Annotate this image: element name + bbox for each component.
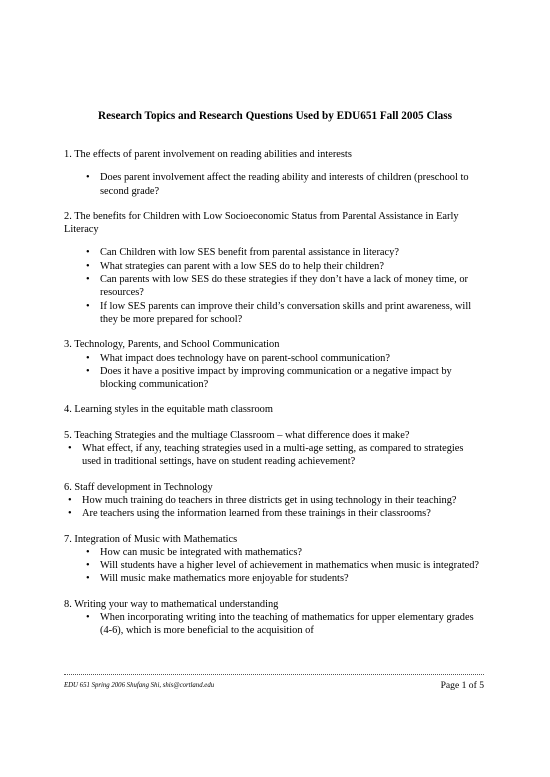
document-body <box>64 148 484 638</box>
section-6 <box>64 481 484 521</box>
question-item: • What effect, if any, teaching strategies used in a multi-age setting, as compared to strategies used in traditional settings, have on student reading achievement? <box>64 442 484 469</box>
section-heading: 8. Writing your way to mathematical understanding <box>64 598 279 610</box>
page-number: Page 1 of 5 <box>440 680 484 691</box>
question-item: • What impact does technology have on parent-school communication? <box>64 352 484 365</box>
question-item: • Can Children with low SES benefit from parental assistance in literacy? <box>64 246 484 259</box>
section-2 <box>64 210 484 326</box>
question-item: • What strategies can parent with a low SES do to help their children? <box>64 260 484 273</box>
section-heading: 3. Technology, Parents, and School Communication <box>64 339 280 351</box>
question-item: • Does parent involvement affect the reading ability and interests of children (preschool to second grade? <box>64 171 484 198</box>
section-heading: 6. Staff development in Technology <box>64 481 213 493</box>
section-4 <box>64 403 484 416</box>
section-heading: 1. The effects of parent involvement on reading abilities and interests <box>64 149 352 160</box>
question-item: • Will music make mathematics more enjoyable for students? <box>64 572 484 585</box>
footer-divider <box>64 674 484 675</box>
question-list <box>64 611 484 638</box>
question-list <box>64 546 484 586</box>
question-list <box>64 442 484 469</box>
question-item: • Does it have a positive impact by improving communication or a negative impact by blocking communication? <box>64 365 484 392</box>
section-5 <box>64 429 484 469</box>
question-item: • How can music be integrated with mathematics? <box>64 546 484 559</box>
section-heading: 4. Learning styles in the equitable math classroom <box>64 404 273 416</box>
question-item: • If low SES parents can improve their child’s conversation skills and print awareness, will they be more prepared for school? <box>64 300 484 327</box>
question-item: • How much training do teachers in three districts get in using technology in their teaching? <box>64 494 484 507</box>
section-heading: 7. Integration of Music with Mathematics <box>64 533 238 545</box>
section-3 <box>64 338 484 391</box>
question-item: • Can parents with low SES do these strategies if they don’t have a lack of money time, or resources? <box>64 273 484 300</box>
question-list <box>64 352 484 392</box>
question-list <box>64 171 484 198</box>
question-item: • Are teachers using the information learned from these trainings in their classrooms? <box>64 507 484 520</box>
section-7 <box>64 533 484 586</box>
question-item: • When incorporating writing into the teaching of mathematics for upper elementary grades (4-6), which is more beneficial to the acquisition of <box>64 611 484 638</box>
section-8 <box>64 598 484 638</box>
section-1 <box>64 148 484 198</box>
section-heading: 2. The benefits for Children with Low Socioeconomic Status from Parental Assistance in Early Literacy <box>64 210 459 236</box>
question-list <box>64 246 484 326</box>
document-title: Research Topics and Research Questions Used by EDU651 Fall 2005 Class <box>98 110 452 122</box>
question-list <box>64 494 484 521</box>
question-item: • Will students have a higher level of achievement in mathematics when music is integrated? <box>64 559 484 572</box>
section-heading: 5. Teaching Strategies and the multiage Classroom – what difference does it make? <box>64 429 410 441</box>
footer-course-info: EDU 651 Spring 2006 Shufang Shi, shis@cortland.edu <box>64 682 215 689</box>
